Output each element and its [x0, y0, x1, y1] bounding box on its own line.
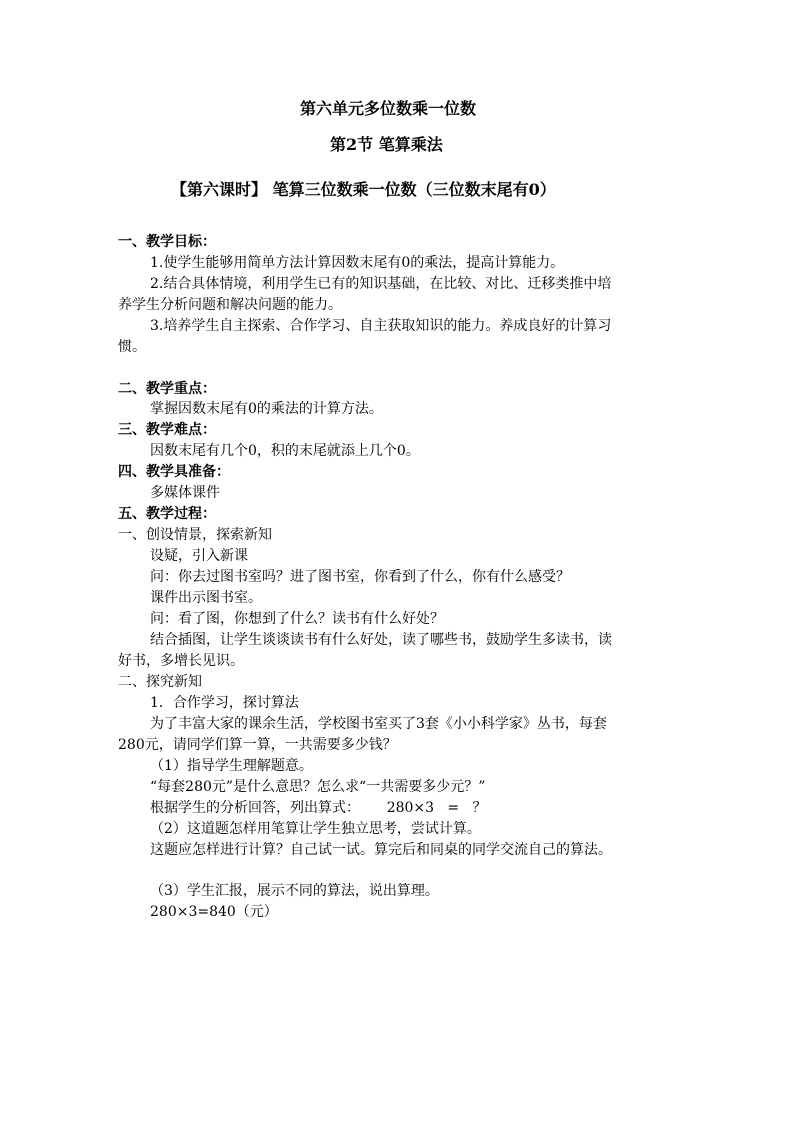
- key-points-text: 掌握因数末尾有0的乘法的计算方法。: [150, 401, 383, 417]
- objective-line: 2.结合具体情境，利用学生已有的知识基础，在比较、对比、迁移类推中培: [150, 276, 612, 292]
- process-heading: 五、教学过程：: [118, 506, 216, 522]
- process-subheading: 一、创设情景，探索新知: [118, 527, 272, 543]
- process-line: 根据学生的分析回答，列出算式： 280×3 = ？: [150, 800, 487, 816]
- process-line: 为了丰富大家的课余生活，学校图书室买了3套《小小科学家》丛书，每套: [150, 716, 607, 732]
- difficulties-text: 因数末尾有几个0，积的末尾就添上几个0。: [150, 443, 420, 459]
- objective-line: 3.培养学生自主探索、合作学习、自主获取知识的能力。养成良好的计算习: [150, 318, 612, 334]
- objectives-heading: 一、教学目标：: [118, 234, 216, 250]
- process-line: 280元，请同学们算一算，一共需要多少钱？: [118, 737, 397, 753]
- process-subheading: 二、探究新知: [118, 674, 202, 690]
- materials-text: 多媒体课件: [150, 485, 220, 501]
- objective-line: 养学生分析问题和解决问题的能力。: [118, 297, 342, 313]
- process-line: 好书，多增长见识。: [118, 653, 244, 669]
- key-points-heading: 二、教学重点：: [118, 381, 216, 397]
- process-equation: 280×3=840（元）: [150, 904, 278, 920]
- process-line: 问：你去过图书室吗？进了图书室，你看到了什么，你有什么感受？: [150, 569, 570, 585]
- difficulties-heading: 三、教学难点：: [118, 422, 216, 438]
- process-line: 课件出示图书室。: [150, 590, 262, 606]
- process-line: 设疑，引入新课: [150, 548, 248, 564]
- process-line: （3）学生汇报，展示不同的算法，说出算理。: [150, 883, 439, 899]
- objective-line: 惯。: [118, 339, 146, 355]
- process-line: “每套280元”是什么意思？怎么求“一共需要多少元？”: [150, 779, 486, 795]
- section-title: 第2节 笔算乘法: [330, 135, 443, 154]
- process-line: 这题应怎样进行计算？自己试一试。算完后和同桌的同学交流自己的算法。: [150, 842, 612, 858]
- lesson-title: 【第六课时】 笔算三位数乘一位数（三位数末尾有0）: [171, 180, 556, 199]
- process-line: （1）指导学生理解题意。: [150, 758, 313, 774]
- objective-line: 1.使学生能够用简单方法计算因数末尾有0的乘法，提高计算能力。: [150, 255, 565, 271]
- document-title: 第六单元多位数乘一位数: [300, 99, 477, 118]
- process-line: （2）这道题怎样用笔算让学生独立思考，尝试计算。: [150, 821, 481, 837]
- process-line: 1．合作学习，探讨算法: [150, 695, 299, 711]
- process-line: 问：看了图，你想到了什么？读书有什么好处？: [150, 611, 444, 627]
- process-line: 结合插图，让学生谈谈读书有什么好处，读了哪些书，鼓励学生多读书，读: [150, 632, 612, 648]
- materials-heading: 四、教学具准备：: [118, 464, 230, 480]
